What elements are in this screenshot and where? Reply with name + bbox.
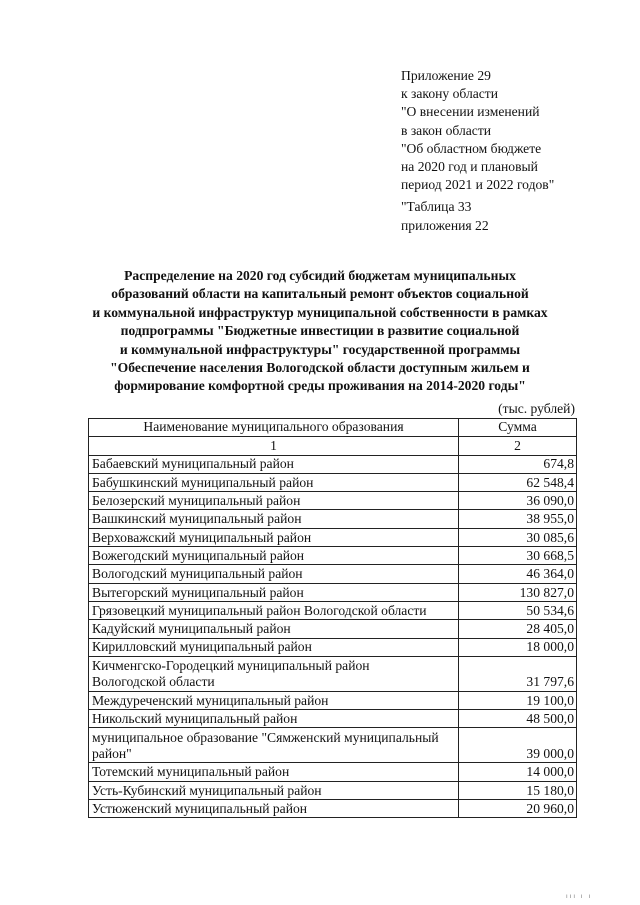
table-row bbox=[89, 620, 577, 638]
subsidy-sum: 50 534,6 bbox=[459, 601, 577, 619]
subsidy-sum: 19 100,0 bbox=[459, 691, 577, 709]
table-row bbox=[89, 691, 577, 709]
document-title bbox=[60, 267, 580, 396]
subsidy-sum: 31 797,6 bbox=[459, 656, 577, 691]
appendix-reference bbox=[401, 67, 631, 235]
municipality-name: Вытегорский муниципальный район bbox=[89, 583, 459, 601]
municipality-name-line: Кичменгско-Городецкий муниципальный район bbox=[92, 658, 370, 674]
subsidy-sum: 39 000,0 bbox=[459, 728, 577, 763]
municipality-name-line: район" bbox=[92, 746, 132, 762]
municipality-name: Бабаевский муниципальный район bbox=[89, 455, 459, 473]
title-line: и коммунальной инфраструктуры" государственной программы bbox=[119, 341, 521, 357]
subsidy-sum: 30 668,5 bbox=[459, 547, 577, 565]
municipality-name: Грязовецкий муниципальный район Вологодской области bbox=[89, 601, 459, 619]
title-line: "Обеспечение населения Вологодской области доступным жильем и bbox=[110, 360, 530, 376]
table-reference-line: "Таблица 33 bbox=[401, 199, 472, 215]
municipality-name: Вожегодский муниципальный район bbox=[89, 547, 459, 565]
appendix-line: "О внесении изменений bbox=[401, 104, 540, 120]
table-row bbox=[89, 528, 577, 546]
column-number: 1 bbox=[89, 437, 459, 455]
municipality-name bbox=[89, 656, 459, 691]
table-row bbox=[89, 492, 577, 510]
municipality-name: Бабушкинский муниципальный район bbox=[89, 473, 459, 491]
subsidy-sum: 20 960,0 bbox=[459, 800, 577, 818]
appendix-line: к закону области bbox=[401, 86, 499, 102]
table-row bbox=[89, 510, 577, 528]
table-row bbox=[89, 547, 577, 565]
municipality-name: Кадуйский муниципальный район bbox=[89, 620, 459, 638]
table-row bbox=[89, 638, 577, 656]
municipality-name bbox=[89, 728, 459, 763]
municipality-name: Тотемский муниципальный район bbox=[89, 763, 459, 781]
subsidy-sum: 38 955,0 bbox=[459, 510, 577, 528]
municipality-name: Устюженский муниципальный район bbox=[89, 800, 459, 818]
subsidy-sum: 130 827,0 bbox=[459, 583, 577, 601]
appendix-line: на 2020 год и плановый bbox=[401, 159, 538, 175]
title-line: образований области на капитальный ремонт объектов социальной bbox=[111, 286, 529, 302]
municipality-name: Белозерский муниципальный район bbox=[89, 492, 459, 510]
subsidy-sum: 30 085,6 bbox=[459, 528, 577, 546]
unit-label: (тыс. рублей) bbox=[498, 401, 575, 416]
appendix-line: Приложение 29 bbox=[401, 68, 491, 83]
subsidy-table bbox=[88, 418, 577, 818]
subsidy-sum: 46 364,0 bbox=[459, 565, 577, 583]
header-sum: Сумма bbox=[459, 419, 577, 437]
title-line: и коммунальной инфраструктур муниципальной собственности в рамках bbox=[92, 304, 548, 320]
table-row bbox=[89, 728, 577, 763]
municipality-name-line: Вологодской области bbox=[92, 674, 215, 690]
municipality-name: Междуреченский муниципальный район bbox=[89, 691, 459, 709]
municipality-name: Усть-Кубинский муниципальный район bbox=[89, 781, 459, 799]
subsidy-sum: 15 180,0 bbox=[459, 781, 577, 799]
table-row bbox=[89, 710, 577, 728]
municipality-name: Верховажский муниципальный район bbox=[89, 528, 459, 546]
table-row bbox=[89, 601, 577, 619]
header-name: Наименование муниципального образования bbox=[89, 419, 459, 437]
table-row bbox=[89, 763, 577, 781]
subsidy-sum: 48 500,0 bbox=[459, 710, 577, 728]
column-number-row bbox=[89, 437, 577, 455]
title-line: подпрограммы "Бюджетные инвестиции в развитие социальной bbox=[120, 323, 520, 339]
table-row bbox=[89, 656, 577, 691]
table-row bbox=[89, 455, 577, 473]
column-number: 2 bbox=[459, 437, 577, 455]
subsidy-sum: 28 405,0 bbox=[459, 620, 577, 638]
subsidy-sum: 62 548,4 bbox=[459, 473, 577, 491]
municipality-name: Никольский муниципальный район bbox=[89, 710, 459, 728]
title-line: формирование комфортной среды проживания на 2014-2020 годы" bbox=[114, 378, 526, 394]
scan-mark: ııı ı ı bbox=[566, 893, 593, 900]
appendix-line: период 2021 и 2022 годов" bbox=[401, 177, 555, 193]
municipality-name: Вологодский муниципальный район bbox=[89, 565, 459, 583]
title-line: Распределение на 2020 год субсидий бюджетам муниципальных bbox=[124, 268, 516, 283]
subsidy-sum: 36 090,0 bbox=[459, 492, 577, 510]
municipality-name: Кирилловский муниципальный район bbox=[89, 638, 459, 656]
appendix-line: "Об областном бюджете bbox=[401, 140, 542, 156]
subsidy-sum: 14 000,0 bbox=[459, 763, 577, 781]
table-row bbox=[89, 565, 577, 583]
subsidy-sum: 674,8 bbox=[459, 455, 577, 473]
subsidy-sum: 18 000,0 bbox=[459, 638, 577, 656]
table-row bbox=[89, 583, 577, 601]
table-header-row bbox=[89, 419, 577, 437]
appendix-line: в закон области bbox=[401, 122, 492, 138]
table-reference-line: приложения 22 bbox=[401, 217, 489, 233]
municipality-name: Вашкинский муниципальный район bbox=[89, 510, 459, 528]
table-row bbox=[89, 781, 577, 799]
table-row bbox=[89, 800, 577, 818]
table-row bbox=[89, 473, 577, 491]
municipality-name-line: муниципальное образование "Сямженский муниципальный bbox=[92, 729, 439, 745]
